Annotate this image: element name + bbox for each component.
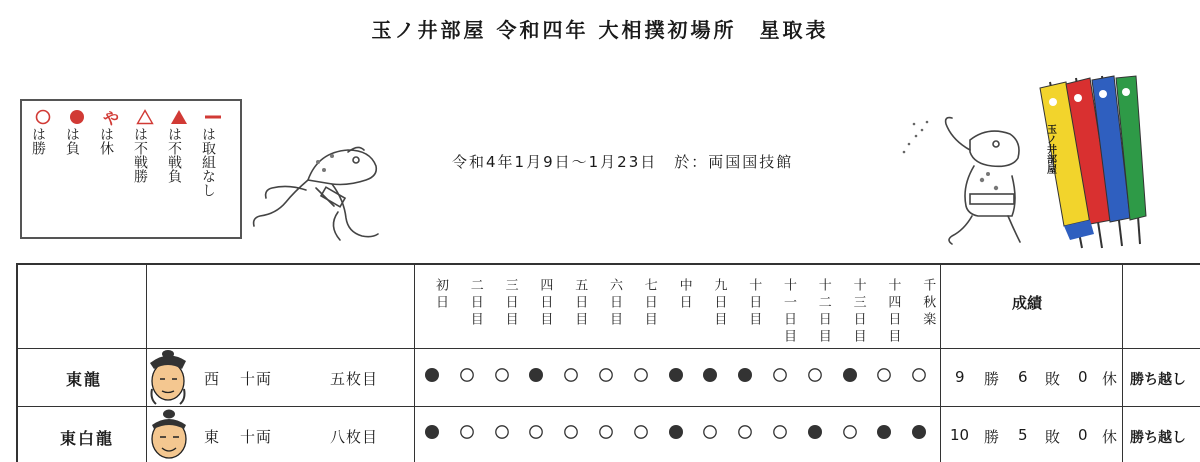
win-mark-icon (563, 424, 579, 440)
losses-count: 5 (1018, 426, 1028, 444)
record-note: 勝ち越し (1130, 372, 1186, 388)
win-mark-icon (563, 367, 579, 383)
win-mark-icon (807, 367, 823, 383)
legend-item-fusen-loss (165, 107, 193, 183)
legend-item-loss (63, 107, 91, 155)
losses-count: 6 (1018, 368, 1028, 386)
win-mark-icon (876, 367, 892, 383)
sumo-frog-illustration-left (248, 140, 388, 245)
day-header: 千秋楽 (920, 278, 936, 329)
win-mark-icon (528, 424, 544, 440)
wrestler-portrait (146, 407, 192, 462)
day-header: 十日目 (746, 278, 762, 329)
day-header: 十三日目 (850, 278, 866, 346)
day-header: 三日目 (502, 278, 518, 329)
dash-icon (204, 109, 222, 125)
wins-unit: 勝 (984, 428, 1000, 446)
legend-item-fusen-win (131, 107, 159, 183)
sumo-frog-illustration-right (900, 110, 1025, 250)
day-header: 二日目 (467, 278, 483, 329)
win-mark-icon (459, 424, 475, 440)
win-mark-icon (737, 424, 753, 440)
absences-count: 0 (1078, 426, 1088, 444)
day-header: 四日目 (537, 278, 553, 329)
legend-label: は不戦負 (166, 127, 182, 183)
win-mark-icon (842, 424, 858, 440)
wrestler-portrait (146, 349, 192, 406)
win-mark-icon (633, 424, 649, 440)
black-circle-icon (69, 109, 85, 125)
table-border-left (16, 263, 18, 462)
win-mark-icon (911, 367, 927, 383)
day-header: 七日目 (641, 278, 657, 329)
wrestler-name: 東白龍 (60, 429, 115, 448)
absences-unit: 休 (1102, 428, 1118, 446)
wrestler-side: 東 (204, 428, 221, 446)
wrestler-position: 五枚目 (330, 370, 379, 388)
loss-mark-icon (911, 424, 927, 440)
win-mark-icon (772, 424, 788, 440)
absences-unit: 休 (1102, 370, 1118, 388)
loss-mark-icon (424, 367, 440, 383)
table-header-divider (16, 348, 1200, 349)
loss-mark-icon (668, 424, 684, 440)
day-header: 十二日目 (815, 278, 831, 346)
wins-count: 10 (950, 426, 970, 444)
loss-mark-icon (668, 367, 684, 383)
win-mark-icon (772, 367, 788, 383)
wrestler-side: 西 (204, 370, 221, 388)
loss-mark-icon (528, 367, 544, 383)
day-header: 十四日目 (885, 278, 901, 346)
win-mark-icon (598, 424, 614, 440)
black-triangle-icon (170, 109, 188, 125)
wins-unit: 勝 (984, 370, 1000, 388)
win-mark-icon (459, 367, 475, 383)
record-note: 勝ち越し (1130, 430, 1186, 446)
loss-mark-icon (424, 424, 440, 440)
banner-flags-illustration (1030, 74, 1150, 254)
white-circle-icon (35, 109, 51, 125)
day-header: 中日 (676, 278, 692, 312)
legend-label: は勝 (30, 127, 46, 155)
legend-label: は負 (64, 127, 80, 155)
day-header: 六日目 (607, 278, 622, 329)
wrestler-position: 八枚目 (330, 428, 379, 446)
day-header: 九日目 (711, 278, 727, 329)
wrestler-rank: 十両 (240, 428, 273, 446)
legend-label: は取組なし (200, 127, 216, 197)
day-header: 十一日目 (781, 278, 796, 346)
table-row-divider (16, 406, 1200, 407)
loss-mark-icon (702, 367, 718, 383)
loss-mark-icon (876, 424, 892, 440)
loss-mark-icon (807, 424, 823, 440)
wins-count: 9 (955, 368, 965, 386)
tournament-dates: 令和4年1月9日～1月23日 於：両国国技館 (452, 153, 794, 171)
banner-text: 玉ノ井部屋 (1044, 124, 1056, 174)
table-border-top (16, 263, 1200, 265)
wrestler-rank: 十両 (240, 370, 273, 388)
legend-item-no-bout (199, 107, 227, 197)
loss-mark-icon (842, 367, 858, 383)
legend-item-win (29, 107, 57, 155)
legend-label: は不戦勝 (132, 127, 148, 183)
day-header: 初日 (433, 278, 448, 312)
losses-unit: 敗 (1045, 428, 1061, 446)
table-col-divider (1122, 263, 1123, 462)
win-mark-icon (598, 367, 614, 383)
win-mark-icon (633, 367, 649, 383)
legend-box (20, 99, 242, 239)
losses-unit: 敗 (1045, 370, 1061, 388)
table-col-divider (940, 263, 941, 462)
loss-mark-icon (737, 367, 753, 383)
record-header: 成績 (1012, 294, 1043, 312)
win-mark-icon (494, 367, 510, 383)
legend-item-absent (97, 107, 125, 155)
table-col-divider (414, 263, 415, 462)
day-header: 五日目 (572, 278, 588, 329)
ya-icon: や (102, 108, 119, 128)
wrestler-name: 東龍 (66, 370, 103, 389)
white-triangle-icon (136, 109, 154, 125)
absences-count: 0 (1078, 368, 1088, 386)
win-mark-icon (494, 424, 510, 440)
page-title: 玉ノ井部屋 令和四年 大相撲初場所 星取表 (371, 18, 829, 42)
legend-label: は休 (98, 127, 114, 155)
win-mark-icon (702, 424, 718, 440)
